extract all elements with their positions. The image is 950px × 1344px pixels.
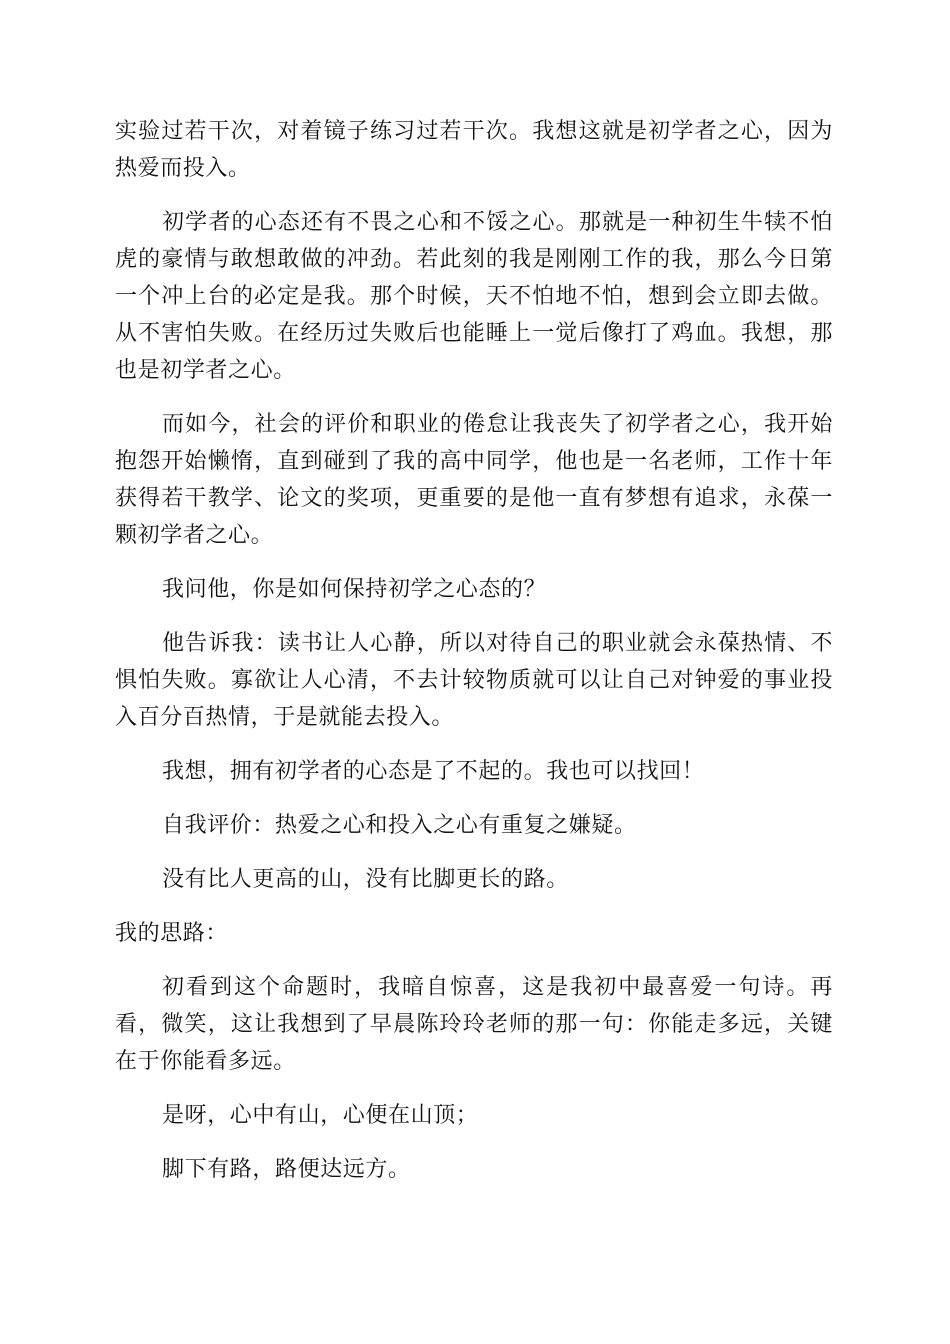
paragraph: 我想，拥有初学者的心态是了不起的。我也可以找回！ xyxy=(162,759,705,784)
paragraph: 而如今，社会的评价和职业的倦怠让我丧失了初学者之心，我开始抱怨开始懒惰，直到碰到了我的高中同学，他也是一名老师，工作十年获得若干教学、论文的奖项，更重要的是他一直有梦想有追求，永葆一颗初学者之心。 xyxy=(115,412,833,548)
section-heading: 我的思路： xyxy=(115,921,229,946)
paragraph: 脚下有路，路便达远方。 xyxy=(162,1157,411,1182)
paragraph: 是呀，心中有山，心便在山顶； xyxy=(162,1103,479,1128)
paragraph: 他告诉我：读书让人心静，所以对待自己的职业就会永葆热情、不惧怕失败。寡欲让人心清，不去计较物质就可以让自己对钟爱的事业投入百分百热情，于是就能去投入。 xyxy=(115,631,833,730)
paragraph: 没有比人更高的山，没有比脚更长的路。 xyxy=(162,867,569,892)
document-body xyxy=(115,113,833,1205)
paragraph: 初学者的心态还有不畏之心和不馁之心。那就是一种初生牛犊不怕虎的豪情与敢想敢做的冲劲。若此刻的我是刚刚工作的我，那么今日第一个冲上台的必定是我。那个时候，天不怕地不怕，想到会立即去做。从不害怕失败。在经历过失败后也能睡上一觉后像打了鸡血。我想，那也是初学者之心。 xyxy=(115,210,833,383)
paragraph: 自我评价：热爱之心和投入之心有重复之嫌疑。 xyxy=(162,813,637,838)
paragraph: 实验过若干次，对着镜子练习过若干次。我想这就是初学者之心，因为热爱而投入。 xyxy=(115,119,833,181)
paragraph: 初看到这个命题时，我暗自惊喜，这是我初中最喜爱一句诗。再看，微笑，这让我想到了早晨陈玲玲老师的那一句：你能走多远，关键在于你能看多远。 xyxy=(115,975,833,1074)
paragraph: 我问他，你是如何保持初学之心态的？ xyxy=(162,577,547,602)
